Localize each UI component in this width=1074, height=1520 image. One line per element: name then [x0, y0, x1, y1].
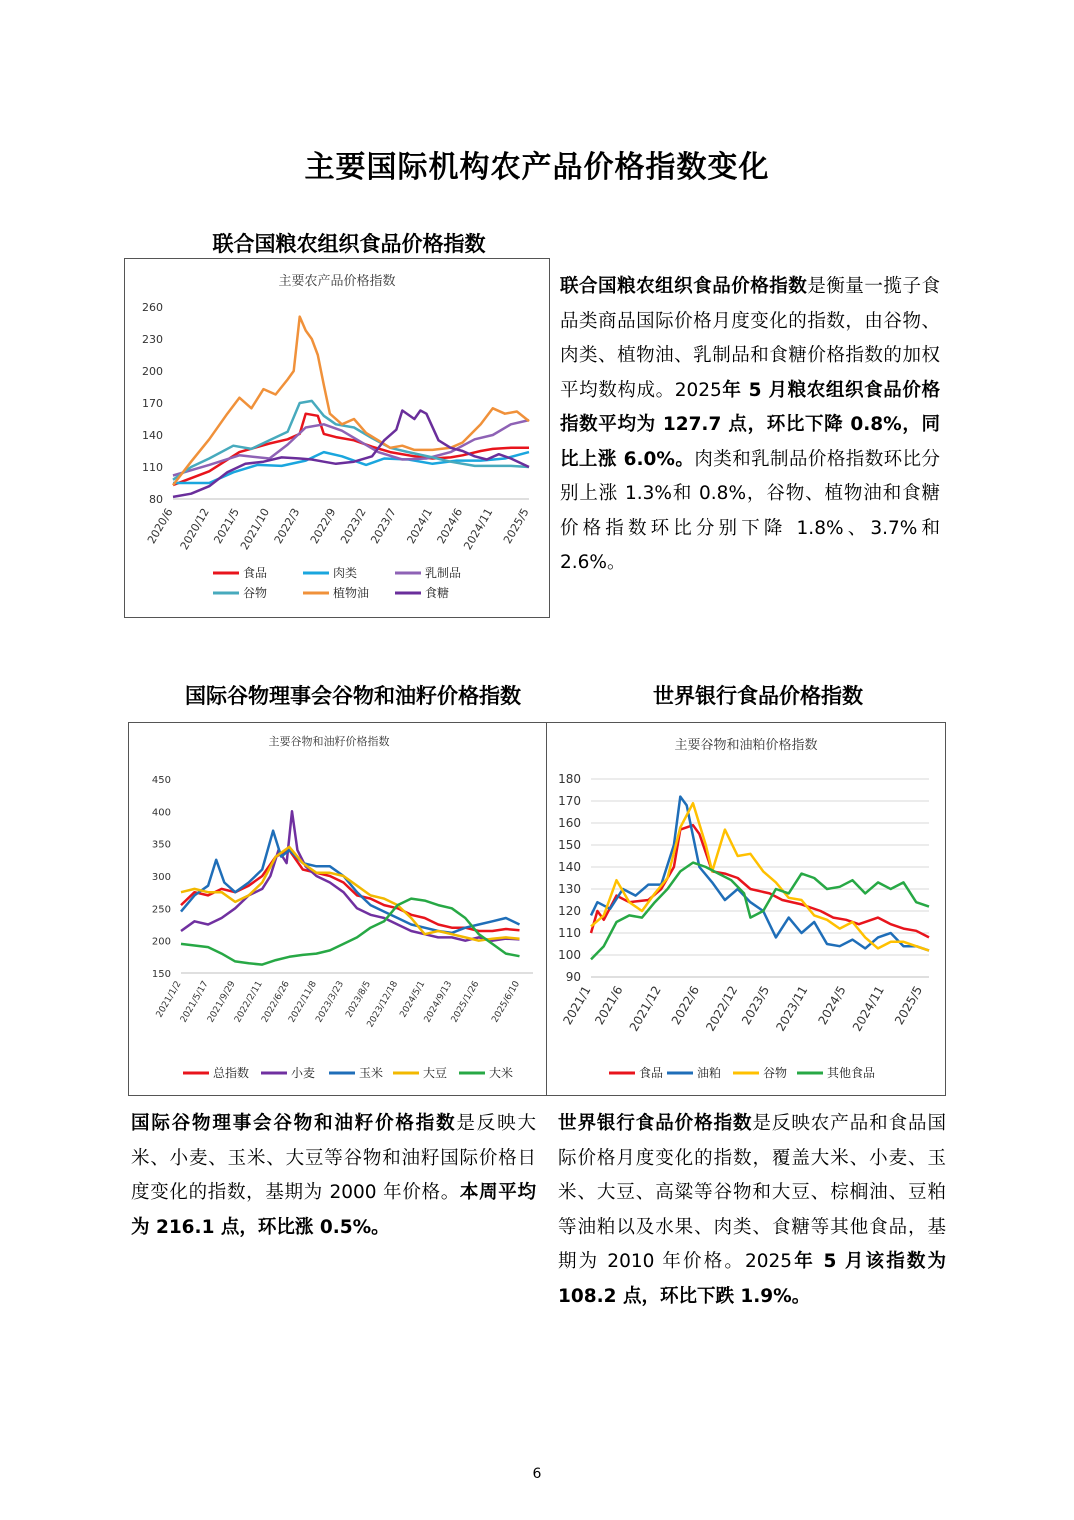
fao-legend-label: 植物油 — [333, 586, 370, 600]
igc-x-tick-label: 2021/5/17 — [178, 979, 211, 1025]
fao-x-tick-label: 2023/7 — [368, 506, 399, 547]
igc-x-tick-label: 2021/9/29 — [206, 979, 238, 1025]
igc-x-tick-label: 2022/2/11 — [233, 979, 265, 1025]
wb-x-tick-label: 2021/1 — [560, 983, 594, 1028]
igc-x-tick-label: 2021/1/2 — [154, 979, 184, 1020]
igc-x-tick-label: 2024/9/13 — [422, 979, 455, 1025]
wb-y-tick-label: 90 — [565, 970, 581, 984]
igc-y-tick-label: 150 — [151, 969, 171, 980]
wb-x-tick-label: 2021/6 — [592, 983, 626, 1028]
igc-legend-label: 玉米 — [359, 1066, 384, 1080]
fao-x-tick-label: 2023/2 — [338, 506, 369, 547]
fao-y-tick-label: 260 — [142, 301, 163, 314]
wb-x-tick-label: 2023/11 — [773, 983, 811, 1034]
igc-x-tick-label: 2022/11/8 — [287, 979, 319, 1025]
fao-y-tick-label: 200 — [142, 365, 163, 378]
fao-y-tick-label: 110 — [142, 461, 163, 474]
fao-x-tick-label: 2020/6 — [144, 506, 176, 547]
fao-x-tick-label: 2024/11 — [461, 506, 496, 553]
wb-chart-title: 主要谷物和油粕价格指数 — [674, 738, 818, 753]
fao-legend-label: 乳制品 — [425, 566, 462, 580]
fao-legend-label: 肉类 — [333, 566, 358, 580]
wb-desc-bold-2: 年 5 月该指数为 108.2 点，环比下跌 1.9%。 — [558, 1251, 946, 1307]
wb-y-tick-label: 160 — [558, 816, 581, 830]
wb-x-tick-label: 2024/5 — [815, 983, 849, 1028]
wb-series-油粕 — [591, 797, 929, 951]
wb-y-tick-label: 100 — [558, 948, 581, 962]
fao-x-tick-label: 2022/9 — [307, 506, 339, 547]
igc-desc-bold-1: 国际谷物理事会谷物和油籽价格指数 — [131, 1113, 457, 1134]
fao-x-tick-label: 2021/5 — [211, 506, 242, 547]
igc-y-tick-label: 450 — [151, 775, 171, 786]
igc-series-大米 — [181, 899, 520, 965]
igc-chart-title: 主要谷物和油籽价格指数 — [268, 735, 390, 748]
wb-y-tick-label: 170 — [558, 794, 581, 808]
fao-y-tick-label: 140 — [142, 429, 163, 442]
igc-description — [131, 1107, 536, 1245]
page-title: 主要国际机构农产品价格指数变化 — [304, 150, 770, 185]
igc-chart — [129, 723, 547, 1095]
wb-desc-text-1: 是反映农产品和食品国际价格月度变化的指数，覆盖大米、小麦、玉米、大豆、高粱等谷物和大豆、棕榈油、豆粕等油粕以及水果、肉类、食糖等其他食品，基期为 2010 年价格。2025 — [558, 1113, 946, 1272]
igc-desc-bold-2: 本周平均为 216.1 点，环比涨 0.5%。 — [131, 1182, 536, 1238]
wb-x-tick-label: 2025/5 — [891, 983, 926, 1028]
igc-x-tick-label: 2022/6/26 — [260, 979, 292, 1025]
igc-section-title: 国际谷物理事会谷物和油籽价格指数 — [185, 684, 521, 708]
fao-legend-label: 谷物 — [243, 586, 268, 600]
igc-legend-label: 大豆 — [423, 1066, 448, 1080]
fao-description — [560, 270, 940, 581]
wb-description — [558, 1107, 946, 1314]
wb-chart — [547, 723, 945, 1095]
igc-y-tick-label: 200 — [151, 936, 171, 948]
fao-chart — [125, 259, 549, 617]
wb-legend-label: 油粕 — [697, 1066, 722, 1080]
igc-x-tick-label: 2025/6/10 — [490, 979, 523, 1025]
wb-legend-label: 谷物 — [763, 1066, 788, 1080]
wb-y-tick-label: 130 — [558, 882, 581, 896]
wb-y-tick-label: 180 — [558, 772, 581, 786]
wb-x-tick-label: 2022/12 — [703, 983, 741, 1034]
igc-y-tick-label: 300 — [151, 872, 171, 883]
igc-x-tick-label: 2023/3/23 — [314, 979, 347, 1025]
wb-y-tick-label: 120 — [558, 904, 581, 918]
fao-section-title: 联合国粮农组织食品价格指数 — [212, 232, 486, 256]
fao-legend-label: 食糖 — [425, 586, 450, 600]
igc-legend-label: 小麦 — [291, 1066, 316, 1080]
fao-x-tick-label: 2024/1 — [404, 506, 436, 547]
wb-legend-label: 食品 — [639, 1066, 664, 1080]
wb-series-谷物 — [591, 803, 929, 950]
fao-x-tick-label: 2020/12 — [177, 506, 212, 553]
fao-x-tick-label: 2025/5 — [500, 506, 532, 547]
wb-x-tick-label: 2022/6 — [668, 983, 703, 1028]
wb-x-tick-label: 2023/5 — [738, 983, 773, 1028]
wb-x-tick-label: 2021/12 — [626, 983, 664, 1034]
igc-legend-label: 大米 — [489, 1066, 514, 1080]
wb-y-tick-label: 150 — [558, 838, 581, 852]
wb-section-title: 世界银行食品价格指数 — [653, 684, 863, 708]
fao-chart-title: 主要农产品价格指数 — [278, 274, 396, 289]
fao-legend-label: 食品 — [243, 566, 268, 580]
igc-y-tick-label: 350 — [151, 839, 171, 851]
page-number: 6 — [532, 1466, 542, 1482]
wb-desc-bold-1: 世界银行食品价格指数 — [558, 1113, 753, 1134]
igc-chart-box — [128, 722, 548, 1096]
fao-x-tick-label: 2021/10 — [238, 506, 273, 553]
fao-desc-bold-2: 年 5 月粮农组织食品价格指数平均为 127.7 点，环比下降 0.8%，同比上涨 6.0%。 — [560, 379, 940, 470]
igc-x-tick-label: 2023/8/5 — [344, 979, 374, 1020]
fao-chart-box — [124, 258, 550, 618]
wb-legend-label: 其他食品 — [827, 1066, 876, 1080]
wb-y-tick-label: 140 — [558, 860, 581, 874]
fao-x-tick-label: 2024/6 — [434, 506, 466, 547]
fao-desc-text-2: 肉类和乳制品价格指数环比分别上涨 1.3%和 0.8%，谷物、植物油和食糖价格指数环比分别下降 1.8%、3.7%和 2.6%。 — [560, 448, 940, 573]
wb-x-tick-label: 2024/11 — [849, 983, 887, 1034]
igc-x-tick-label: 2025/1/26 — [449, 979, 482, 1025]
igc-desc-text-1: 是反映大米、小麦、玉米、大豆等谷物和油籽国际价格日度变化的指数，基期为 2000 年价格。 — [131, 1113, 536, 1203]
igc-x-tick-label: 2024/5/1 — [398, 979, 428, 1020]
igc-y-tick-label: 250 — [151, 904, 171, 916]
igc-x-tick-label: 2023/12/18 — [365, 979, 401, 1030]
igc-y-tick-label: 400 — [151, 807, 171, 819]
wb-chart-box — [546, 722, 946, 1096]
fao-desc-bold-1: 联合国粮农组织食品价格指数 — [560, 276, 808, 297]
fao-y-tick-label: 80 — [149, 493, 163, 506]
fao-y-tick-label: 230 — [142, 333, 163, 346]
fao-y-tick-label: 170 — [142, 397, 163, 410]
wb-y-tick-label: 110 — [558, 926, 581, 940]
fao-desc-text-1: 是衡量一揽子食品类商品国际价格月度变化的指数，由谷物、肉类、植物油、乳制品和食糖价格指数的加权平均数构成。2025 — [560, 276, 940, 401]
fao-series-食糖 — [173, 411, 529, 497]
igc-legend-label: 总指数 — [213, 1066, 250, 1080]
fao-x-tick-label: 2022/3 — [271, 506, 303, 547]
